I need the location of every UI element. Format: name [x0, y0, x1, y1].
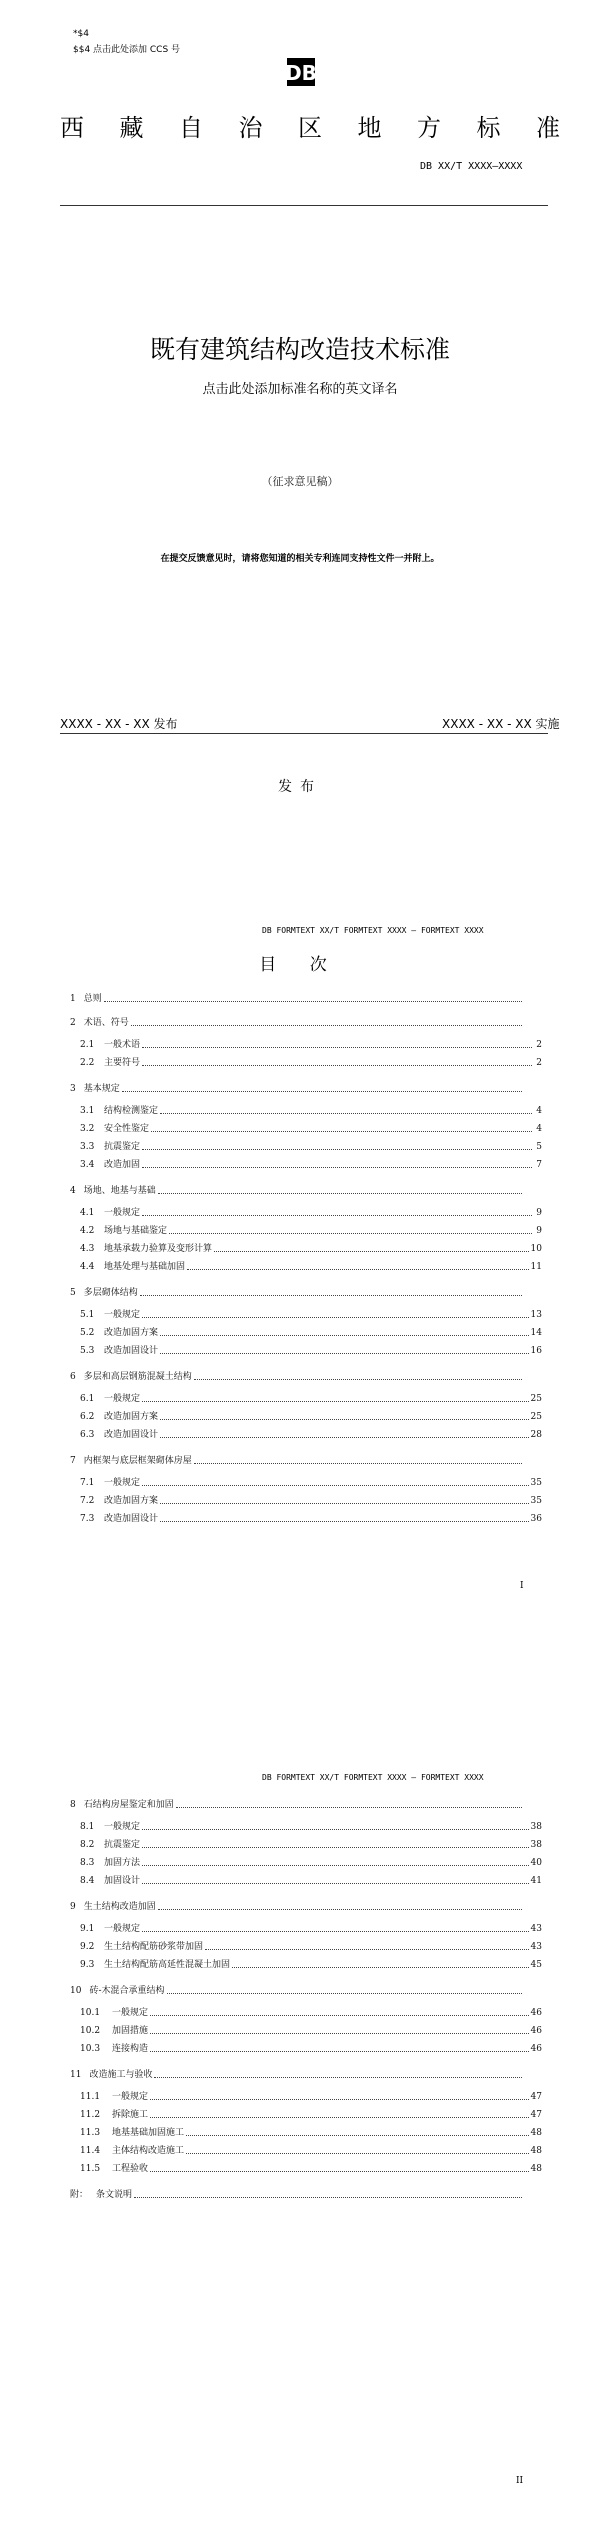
toc-section-entry[interactable] [80, 1410, 542, 1423]
toc-entry-page: 46 [530, 2044, 542, 2054]
region-title [60, 113, 560, 143]
toc-section-entry[interactable] [80, 1038, 542, 1051]
toc-section-entry[interactable] [80, 1224, 542, 1237]
toc-section-entry[interactable] [80, 1856, 542, 1869]
toc-dot-leader [122, 1091, 522, 1092]
toc-entry-page: 46 [530, 2008, 542, 2018]
toc-entry-number: 8.3 [80, 1858, 95, 1868]
toc-dot-leader [151, 1131, 532, 1132]
toc-chapter-entry[interactable] [70, 1798, 532, 1811]
toc-dot-leader [142, 1047, 532, 1048]
toc-entry-label: 一般规定 [104, 1478, 141, 1488]
toc-entry-label: 一般规定 [112, 2092, 149, 2102]
db-logo-text: DB [285, 61, 317, 85]
toc-entry-number: 10.3 [80, 2044, 101, 2054]
toc-entry-page: 47 [530, 2092, 542, 2102]
toc-entry-page: 25 [530, 1412, 542, 1422]
toc-entry-label: 生土结构配筋高延性混凝土加固 [104, 1960, 231, 1970]
toc-entry-label: 一般术语 [104, 1040, 141, 1050]
toc-entry-label: 基本规定 [83, 1084, 120, 1094]
toc-entry-number: 7.2 [80, 1496, 95, 1506]
toc-entry-page: 35 [530, 1496, 542, 1506]
toc-section-entry[interactable] [80, 1392, 542, 1405]
toc-entry-number: 附： [70, 2190, 89, 2200]
running-header: DB FORMTEXT XX/T FORMTEXT XXXX — FORMTEXT XXXX [262, 1773, 484, 1782]
toc-entry-label: 一般规定 [104, 1394, 141, 1404]
toc-entry-label: 总则 [83, 994, 102, 1004]
toc-entry-label: 改造加固方案 [104, 1412, 159, 1422]
toc-entry-number: 6.1 [80, 1394, 95, 1404]
running-header: DB FORMTEXT XX/T FORMTEXT XXXX — FORMTEXT XXXX [262, 926, 484, 935]
implement-date: XXXX - XX - XX 实施 [442, 717, 560, 731]
toc-dot-leader [205, 1949, 529, 1950]
toc-dot-leader [214, 1251, 529, 1252]
region-title-char: 区 [298, 114, 322, 142]
toc-entry-number: 10 [70, 1986, 82, 1996]
toc-entry-label: 多层砌体结构 [83, 1288, 138, 1298]
toc-entry-number: 2 [70, 1018, 76, 1028]
toc-entry-label: 条文说明 [96, 2190, 133, 2200]
toc-dot-leader [160, 1521, 529, 1522]
toc-entry-label: 砖-木混合承重结构 [89, 1986, 165, 1996]
toc-chapter-entry[interactable] [70, 1454, 532, 1467]
toc-dot-leader [232, 1967, 529, 1968]
toc-entry-label: 改造加固 [104, 1160, 141, 1170]
toc-entry-page: 43 [530, 1924, 542, 1934]
toc-section-entry[interactable] [80, 2162, 542, 2175]
toc-dot-leader [186, 2135, 529, 2136]
toc-dot-leader [150, 2015, 529, 2016]
toc-entry-page: 2 [536, 1040, 542, 1050]
toc-section-entry[interactable] [80, 1308, 542, 1321]
toc-entry-number: 5.2 [80, 1328, 95, 1338]
region-title-char: 西 [60, 114, 84, 142]
toc-entry-page: 9 [536, 1226, 542, 1236]
toc-entry-label: 石结构房屋鉴定和加固 [83, 1800, 174, 1810]
toc-entry-number: 9.1 [80, 1924, 95, 1934]
toc-dot-leader [176, 1807, 522, 1808]
toc-dot-leader [142, 1847, 529, 1848]
toc-entry-number: 4.3 [80, 1244, 95, 1254]
toc-entry-page: 41 [530, 1876, 542, 1886]
toc-entry-page: 46 [530, 2026, 542, 2036]
toc-dot-leader [160, 1437, 529, 1438]
toc-section-entry[interactable] [80, 1122, 542, 1135]
toc-section-entry[interactable] [80, 2108, 542, 2121]
toc-entry-number: 5 [70, 1288, 76, 1298]
toc-dot-leader [142, 1065, 532, 1066]
toc-title: 目 次 [259, 955, 341, 975]
toc-entry-number: 2.2 [80, 1058, 95, 1068]
toc-section-entry[interactable] [80, 2126, 542, 2139]
toc-chapter-entry[interactable] [70, 2188, 532, 2201]
toc-entry-number: 8.1 [80, 1822, 95, 1832]
toc-entry-page: 48 [530, 2146, 542, 2156]
toc-entry-label: 场地、地基与基础 [83, 1186, 156, 1196]
toc-dot-leader [187, 1269, 529, 1270]
db-logo [287, 58, 315, 86]
toc-dot-leader [160, 1353, 529, 1354]
toc-chapter-entry[interactable] [70, 1082, 532, 1095]
toc-entry-page: 48 [530, 2128, 542, 2138]
toc-entry-number: 3.1 [80, 1106, 95, 1116]
toc-entry-label: 多层和高层钢筋混凝土结构 [83, 1372, 192, 1382]
toc-dot-leader [142, 1485, 529, 1486]
toc-entry-number: 7.3 [80, 1514, 95, 1524]
toc-entry-label: 一般规定 [104, 1924, 141, 1934]
toc-entry-page: 4 [536, 1124, 542, 1134]
toc-section-entry[interactable] [80, 1820, 542, 1833]
toc-entry-label: 改造施工与验收 [89, 2070, 153, 2080]
toc-dot-leader [142, 1215, 532, 1216]
region-title-char: 治 [238, 114, 263, 142]
toc-entry-label: 改造加固方案 [104, 1328, 159, 1338]
toc-chapter-entry[interactable] [70, 1184, 532, 1197]
toc-dot-leader [142, 1167, 532, 1168]
toc-entry-number: 4.2 [80, 1226, 95, 1236]
patent-notice: 在提交反馈意见时，请将您知道的相关专利连同支持性文件一并附上。 [160, 554, 440, 564]
toc-entry-number: 9 [70, 1902, 76, 1912]
toc-entry-number: 11.3 [80, 2128, 101, 2138]
toc-dot-leader [169, 1233, 532, 1234]
toc-entry-label: 生土结构配筋砂浆带加固 [104, 1942, 204, 1952]
toc-chapter-entry[interactable] [70, 2068, 532, 2081]
toc-entry-page: 10 [530, 1244, 542, 1254]
toc-section-entry[interactable] [80, 1104, 542, 1117]
toc-dot-leader [142, 1317, 529, 1318]
toc-entry-number: 10.2 [80, 2026, 101, 2036]
toc-dot-leader [142, 1401, 529, 1402]
toc-chapter-entry[interactable] [70, 992, 532, 1005]
code-prefix: *$4 [73, 29, 89, 39]
toc-entry-number: 6.2 [80, 1412, 95, 1422]
toc-section-entry[interactable] [80, 1428, 542, 1441]
toc-entry-page: 38 [530, 1822, 542, 1832]
toc-entry-number: 6 [70, 1372, 76, 1382]
toc-section-entry[interactable] [80, 1344, 542, 1357]
toc-entry-number: 9.3 [80, 1960, 95, 1970]
toc-dot-leader [158, 1909, 522, 1910]
toc-section-entry[interactable] [80, 1260, 542, 1273]
toc-section-entry[interactable] [80, 1326, 542, 1339]
toc-entry-page: 43 [530, 1942, 542, 1952]
toc-chapter-entry[interactable] [70, 1370, 532, 1383]
toc-entry-page: 9 [536, 1208, 542, 1218]
toc-section-entry[interactable] [80, 1922, 542, 1935]
toc-entry-page: 7 [536, 1160, 542, 1170]
toc-dot-leader [150, 2051, 529, 2052]
toc-section-entry[interactable] [80, 1940, 542, 1953]
toc-dot-leader [160, 1335, 529, 1336]
toc-dot-leader [134, 2197, 522, 2198]
toc-entry-number: 6.3 [80, 1430, 95, 1440]
toc-dot-leader [167, 1993, 523, 1994]
toc-dot-leader [150, 2033, 529, 2034]
toc-dot-leader [131, 1025, 522, 1026]
toc-entry-number: 4.1 [80, 1208, 95, 1218]
toc-entry-page: 47 [530, 2110, 542, 2120]
header-rule [60, 205, 548, 206]
toc-entry-number: 3.4 [80, 1160, 95, 1170]
toc-entry-number: 4 [70, 1186, 76, 1196]
standard-title: 既有建筑结构改造技术标准 [149, 335, 450, 364]
toc-entry-page: 13 [530, 1310, 542, 1320]
toc-dot-leader [150, 2117, 529, 2118]
toc-entry-label: 改造加固方案 [104, 1496, 159, 1506]
region-title-char: 标 [476, 114, 501, 142]
toc-dot-leader [142, 1865, 529, 1866]
toc-dot-leader [142, 1829, 529, 1830]
toc-entry-label: 地基基础加固施工 [112, 2128, 185, 2138]
toc-entry-label: 地基承载力验算及变形计算 [104, 1244, 213, 1254]
toc-entry-label: 一般规定 [104, 1208, 141, 1218]
toc-dot-leader [194, 1463, 522, 1464]
toc-entry-page: 14 [530, 1328, 542, 1338]
toc-entry-number: 11.4 [80, 2146, 101, 2156]
toc-entry-label: 连接构造 [112, 2044, 149, 2054]
toc-section-entry[interactable] [80, 1140, 542, 1153]
toc-entry-page: 11 [530, 1262, 542, 1272]
toc-entry-number: 11.2 [80, 2110, 101, 2120]
page-number: I [520, 1581, 524, 1591]
toc-entry-number: 1 [70, 994, 76, 1004]
toc-dot-leader [142, 1931, 529, 1932]
toc-dot-leader [142, 1883, 529, 1884]
draft-label: （征求意见稿） [261, 475, 339, 488]
toc-dot-leader [186, 2153, 529, 2154]
publish-label: 发布 [278, 779, 322, 795]
toc-entry-label: 主体结构改造施工 [112, 2146, 185, 2156]
toc-entry-number: 11.1 [80, 2092, 101, 2102]
toc-entry-page: 35 [530, 1478, 542, 1488]
toc-section-entry[interactable] [80, 2006, 542, 2019]
toc-entry-label: 拆除施工 [112, 2110, 149, 2120]
toc-entry-page: 36 [530, 1514, 542, 1524]
toc-entry-label: 术语、符号 [83, 1018, 129, 1028]
toc-chapter-entry[interactable] [70, 1286, 532, 1299]
toc-entry-label: 生土结构改造加固 [83, 1902, 156, 1912]
ccs-number: $$4 点击此处添加 CCS 号 [73, 45, 181, 55]
toc-dot-leader [150, 2171, 529, 2172]
toc-entry-label: 场地与基础鉴定 [104, 1226, 168, 1236]
toc-dot-leader [160, 1503, 529, 1504]
toc-entry-label: 主要符号 [104, 1058, 141, 1068]
toc-entry-label: 抗震鉴定 [104, 1142, 141, 1152]
toc-section-entry[interactable] [80, 1494, 542, 1507]
toc-entry-number: 10.1 [80, 2008, 101, 2018]
toc-entry-page: 48 [530, 2164, 542, 2174]
toc-entry-page: 2 [536, 1058, 542, 1068]
region-title-char: 地 [357, 114, 382, 142]
toc-dot-leader [150, 2099, 529, 2100]
toc-dot-leader [154, 2077, 522, 2078]
toc-section-entry[interactable] [80, 2024, 542, 2037]
toc-entry-number: 3.2 [80, 1124, 95, 1134]
toc-dot-leader [142, 1149, 532, 1150]
toc-entry-page: 40 [530, 1858, 542, 1868]
region-title-char: 准 [536, 114, 560, 142]
toc-section-entry[interactable] [80, 2144, 542, 2157]
toc-section-entry[interactable] [80, 1512, 542, 1525]
toc-section-entry[interactable] [80, 1158, 542, 1171]
toc-entry-label: 安全性鉴定 [104, 1124, 150, 1134]
toc-dot-leader [140, 1295, 522, 1296]
toc-entry-number: 2.1 [80, 1040, 95, 1050]
toc-dot-leader [194, 1379, 522, 1380]
toc-entry-number: 11.5 [80, 2164, 101, 2174]
release-date: XXXX - XX - XX 发布 [60, 717, 178, 731]
toc-entry-number: 5.3 [80, 1346, 95, 1356]
toc-entry-label: 工程验收 [112, 2164, 149, 2174]
toc-entry-label: 一般规定 [104, 1822, 141, 1832]
toc-entry-page: 28 [530, 1430, 542, 1440]
toc-entry-page: 4 [536, 1106, 542, 1116]
toc-dot-leader [160, 1419, 529, 1420]
toc-entry-page: 16 [530, 1346, 542, 1356]
toc-section-entry[interactable] [80, 1476, 542, 1489]
toc-section-entry[interactable] [80, 1056, 542, 1069]
toc-entry-number: 7 [70, 1456, 76, 1466]
toc-section-entry[interactable] [80, 2090, 542, 2103]
toc-entry-number: 5.1 [80, 1310, 95, 1320]
toc-entry-label: 改造加固设计 [104, 1430, 159, 1440]
toc-entry-label: 改造加固设计 [104, 1346, 159, 1356]
toc-entry-number: 7.1 [80, 1478, 95, 1488]
toc-entry-label: 加固方法 [104, 1858, 141, 1868]
footer-rule [60, 733, 548, 734]
toc-entry-label: 内框架与底层框架砌体房屋 [83, 1456, 192, 1466]
english-title-placeholder: 点击此处添加标准名称的英文译名 [202, 382, 398, 397]
toc-entry-number: 9.2 [80, 1942, 95, 1952]
toc-chapter-entry[interactable] [70, 1984, 532, 1997]
toc-entry-page: 38 [530, 1840, 542, 1850]
toc-chapter-entry[interactable] [70, 1900, 532, 1913]
toc-entry-label: 地基处理与基础加固 [104, 1262, 186, 1272]
toc-entry-number: 4.4 [80, 1262, 95, 1272]
toc-entry-label: 加固设计 [104, 1876, 141, 1886]
toc-section-entry[interactable] [80, 1958, 542, 1971]
toc-entry-number: 8.4 [80, 1876, 95, 1886]
toc-entry-number: 3 [70, 1084, 76, 1094]
toc-section-entry[interactable] [80, 1838, 542, 1851]
toc-chapter-entry[interactable] [70, 1016, 532, 1029]
toc-entry-label: 加固措施 [112, 2026, 149, 2036]
region-title-char: 方 [417, 114, 441, 142]
toc-entry-label: 结构检测鉴定 [104, 1106, 159, 1116]
toc-section-entry[interactable] [80, 2042, 542, 2055]
toc-entry-page: 45 [530, 1960, 542, 1970]
page-number: II [516, 2476, 524, 2486]
toc-dot-leader [158, 1193, 522, 1194]
toc-section-entry[interactable] [80, 1206, 542, 1219]
toc-entry-number: 8.2 [80, 1840, 95, 1850]
standard-number: DB XX/T XXXX—XXXX [420, 161, 523, 172]
toc-entry-label: 抗震鉴定 [104, 1840, 141, 1850]
toc-entry-page: 25 [530, 1394, 542, 1404]
toc-entry-number: 8 [70, 1800, 76, 1810]
toc-dot-leader [104, 1001, 522, 1002]
toc-section-entry[interactable] [80, 1242, 542, 1255]
toc-entry-number: 3.3 [80, 1142, 95, 1152]
region-title-char: 藏 [119, 114, 144, 142]
toc-section-entry[interactable] [80, 1874, 542, 1887]
toc-entry-label: 改造加固设计 [104, 1514, 159, 1524]
toc-entry-page: 5 [536, 1142, 542, 1152]
toc-dot-leader [160, 1113, 532, 1114]
toc-entry-label: 一般规定 [112, 2008, 149, 2018]
region-title-char: 自 [179, 114, 203, 142]
toc-entry-label: 一般规定 [104, 1310, 141, 1320]
toc-entry-number: 11 [70, 2070, 82, 2080]
